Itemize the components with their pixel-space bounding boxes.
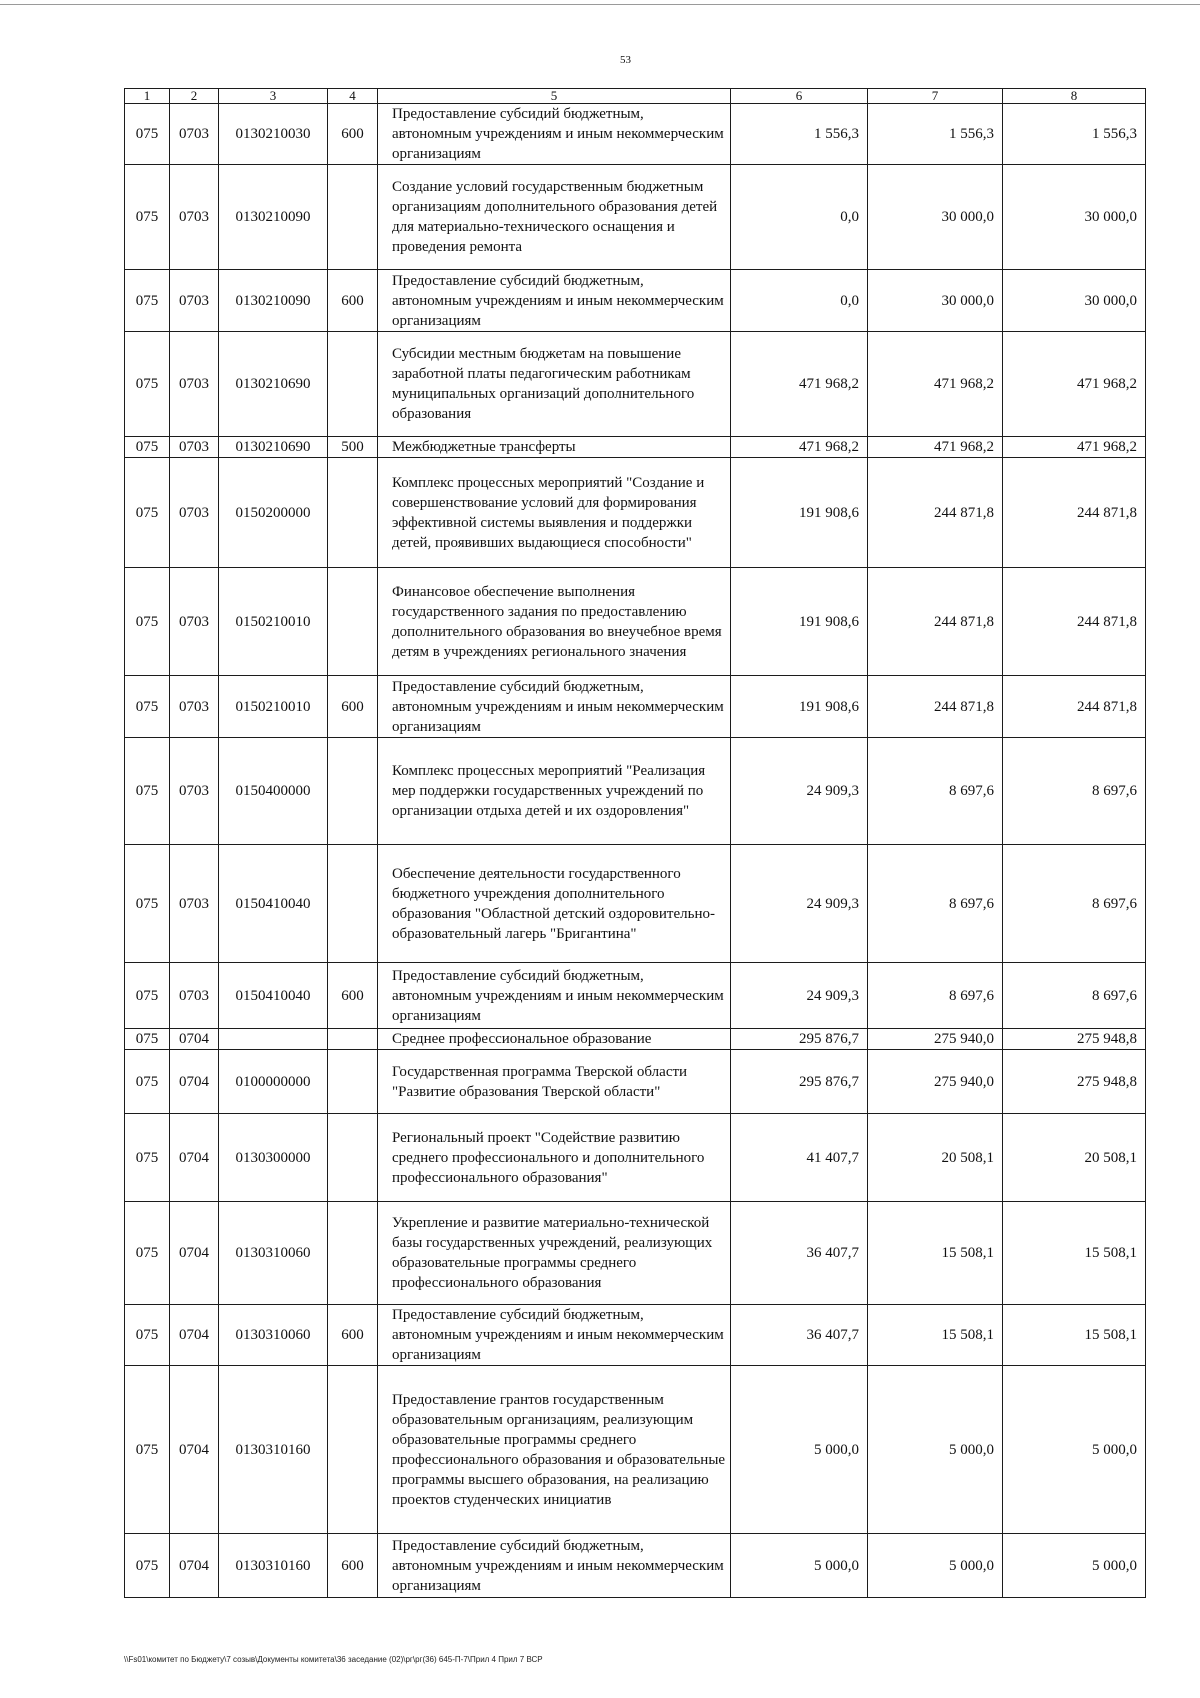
- table-row: [125, 270, 1146, 332]
- cell-expense-type: [328, 738, 378, 845]
- cell-amount-col6: 36 407,7: [731, 1202, 868, 1305]
- table-body: [125, 104, 1146, 1598]
- cell-section: 0703: [170, 332, 219, 437]
- cell-description: Предоставление субсидий бюджетным, автономным учреждениям и иным некоммерческим организациям: [378, 1534, 731, 1598]
- cell-expense-type: 600: [328, 676, 378, 738]
- cell-section: 0703: [170, 458, 219, 568]
- cell-section: 0703: [170, 270, 219, 332]
- cell-expense-type: [328, 1202, 378, 1305]
- cell-amount-col8: 471 968,2: [1003, 332, 1146, 437]
- cell-description: Предоставление субсидий бюджетным, автономным учреждениям и иным некоммерческим организациям: [378, 1305, 731, 1366]
- cell-target-article: 0150210010: [219, 568, 328, 676]
- cell-amount-col8: 275 948,8: [1003, 1050, 1146, 1114]
- cell-amount-col7: 5 000,0: [868, 1366, 1003, 1534]
- budget-table: [124, 88, 1146, 1598]
- cell-section: 0704: [170, 1029, 219, 1050]
- scan-top-edge: [0, 4, 1200, 5]
- cell-expense-type: [328, 165, 378, 270]
- cell-amount-col8: 8 697,6: [1003, 738, 1146, 845]
- cell-description: Государственная программа Тверской области "Развитие образования Тверской области": [378, 1050, 731, 1114]
- cell-target-article: 0130210090: [219, 270, 328, 332]
- table-row: [125, 1114, 1146, 1202]
- cell-amount-col6: 295 876,7: [731, 1050, 868, 1114]
- cell-amount-col6: 24 909,3: [731, 963, 868, 1029]
- table-row: [125, 104, 1146, 165]
- cell-amount-col6: 191 908,6: [731, 568, 868, 676]
- cell-section: 0703: [170, 963, 219, 1029]
- cell-amount-col7: 15 508,1: [868, 1202, 1003, 1305]
- cell-section: 0703: [170, 437, 219, 458]
- cell-amount-col8: 30 000,0: [1003, 165, 1146, 270]
- cell-amount-col8: 15 508,1: [1003, 1305, 1146, 1366]
- cell-amount-col6: 191 908,6: [731, 458, 868, 568]
- cell-expense-type: [328, 1029, 378, 1050]
- cell-description: Финансовое обеспечение выполнения государственного задания по предоставлению дополнительного образования во внеучебное время детям в учреждениях регионального значения: [378, 568, 731, 676]
- cell-target-article: 0130210690: [219, 437, 328, 458]
- cell-chapter: 075: [125, 1029, 170, 1050]
- cell-amount-col7: 275 940,0: [868, 1050, 1003, 1114]
- cell-section: 0703: [170, 738, 219, 845]
- cell-expense-type: 600: [328, 104, 378, 165]
- cell-amount-col7: 471 968,2: [868, 437, 1003, 458]
- cell-chapter: 075: [125, 458, 170, 568]
- cell-amount-col6: 0,0: [731, 270, 868, 332]
- cell-amount-col7: 8 697,6: [868, 738, 1003, 845]
- cell-chapter: 075: [125, 845, 170, 963]
- cell-description: Межбюджетные трансферты: [378, 437, 731, 458]
- table-row: [125, 1366, 1146, 1534]
- cell-target-article: 0150410040: [219, 963, 328, 1029]
- cell-amount-col7: 8 697,6: [868, 963, 1003, 1029]
- header-col-5: 5: [378, 89, 731, 104]
- table-row: [125, 568, 1146, 676]
- header-col-1: 1: [125, 89, 170, 104]
- cell-section: 0703: [170, 104, 219, 165]
- cell-section: 0704: [170, 1366, 219, 1534]
- cell-amount-col8: 275 948,8: [1003, 1029, 1146, 1050]
- table-row: [125, 1202, 1146, 1305]
- cell-amount-col6: 5 000,0: [731, 1534, 868, 1598]
- cell-amount-col6: 24 909,3: [731, 738, 868, 845]
- header-col-8: 8: [1003, 89, 1146, 104]
- cell-section: 0704: [170, 1202, 219, 1305]
- cell-description: Субсидии местным бюджетам на повышение заработной платы педагогическим работникам муниципальных организаций дополнительного образования: [378, 332, 731, 437]
- cell-chapter: 075: [125, 1114, 170, 1202]
- cell-section: 0704: [170, 1534, 219, 1598]
- cell-amount-col8: 8 697,6: [1003, 963, 1146, 1029]
- cell-chapter: 075: [125, 568, 170, 676]
- header-col-3: 3: [219, 89, 328, 104]
- cell-amount-col8: 471 968,2: [1003, 437, 1146, 458]
- cell-amount-col7: 471 968,2: [868, 332, 1003, 437]
- table-row: [125, 437, 1146, 458]
- cell-chapter: 075: [125, 104, 170, 165]
- cell-chapter: 075: [125, 1202, 170, 1305]
- cell-description: Комплекс процессных мероприятий "Реализация мер поддержки государственных учреждений по организации отдыха детей и их оздоровления": [378, 738, 731, 845]
- page-number: 53: [620, 54, 631, 66]
- cell-expense-type: 500: [328, 437, 378, 458]
- cell-amount-col7: 5 000,0: [868, 1534, 1003, 1598]
- table-row: [125, 332, 1146, 437]
- cell-section: 0703: [170, 845, 219, 963]
- cell-target-article: 0150210010: [219, 676, 328, 738]
- cell-target-article: 0130210690: [219, 332, 328, 437]
- cell-amount-col8: 1 556,3: [1003, 104, 1146, 165]
- cell-section: 0704: [170, 1305, 219, 1366]
- cell-description: Укрепление и развитие материально-технической базы государственных учреждений, реализующих образовательные программы среднего профессионального образования: [378, 1202, 731, 1305]
- cell-expense-type: [328, 845, 378, 963]
- cell-section: 0703: [170, 165, 219, 270]
- cell-expense-type: 600: [328, 963, 378, 1029]
- header-col-2: 2: [170, 89, 219, 104]
- table-row: [125, 845, 1146, 963]
- cell-section: 0704: [170, 1114, 219, 1202]
- cell-amount-col6: 471 968,2: [731, 332, 868, 437]
- table-row: [125, 1029, 1146, 1050]
- cell-chapter: 075: [125, 963, 170, 1029]
- cell-chapter: 075: [125, 1305, 170, 1366]
- table-row: [125, 1305, 1146, 1366]
- cell-amount-col7: 30 000,0: [868, 270, 1003, 332]
- cell-expense-type: [328, 1114, 378, 1202]
- cell-amount-col7: 244 871,8: [868, 676, 1003, 738]
- cell-section: 0703: [170, 676, 219, 738]
- cell-amount-col6: 191 908,6: [731, 676, 868, 738]
- cell-description: Среднее профессиональное образование: [378, 1029, 731, 1050]
- cell-expense-type: 600: [328, 1534, 378, 1598]
- header-col-6: 6: [731, 89, 868, 104]
- cell-description: Предоставление субсидий бюджетным, автономным учреждениям и иным некоммерческим организациям: [378, 270, 731, 332]
- cell-target-article: 0130210090: [219, 165, 328, 270]
- cell-description: Региональный проект "Содействие развитию среднего профессионального и дополнительного профессионального образования": [378, 1114, 731, 1202]
- cell-description: Предоставление грантов государственным образовательным организациям, реализующим образовательные программы среднего профессионального образования и образовательные программы высшего образования, на реализацию проектов студенческих инициатив: [378, 1366, 731, 1534]
- header-col-7: 7: [868, 89, 1003, 104]
- cell-amount-col6: 36 407,7: [731, 1305, 868, 1366]
- cell-expense-type: [328, 1366, 378, 1534]
- cell-amount-col7: 8 697,6: [868, 845, 1003, 963]
- cell-amount-col6: 471 968,2: [731, 437, 868, 458]
- cell-amount-col6: 0,0: [731, 165, 868, 270]
- cell-amount-col6: 24 909,3: [731, 845, 868, 963]
- cell-target-article: 0130300000: [219, 1114, 328, 1202]
- cell-target-article: 0150410040: [219, 845, 328, 963]
- header-col-4: 4: [328, 89, 378, 104]
- cell-amount-col7: 15 508,1: [868, 1305, 1003, 1366]
- cell-chapter: 075: [125, 437, 170, 458]
- cell-amount-col8: 30 000,0: [1003, 270, 1146, 332]
- cell-amount-col7: 30 000,0: [868, 165, 1003, 270]
- cell-amount-col7: 20 508,1: [868, 1114, 1003, 1202]
- table-row: [125, 1050, 1146, 1114]
- cell-amount-col6: 5 000,0: [731, 1366, 868, 1534]
- cell-target-article: 0150400000: [219, 738, 328, 845]
- cell-amount-col8: 8 697,6: [1003, 845, 1146, 963]
- cell-target-article: 0130310160: [219, 1534, 328, 1598]
- cell-amount-col8: 5 000,0: [1003, 1366, 1146, 1534]
- cell-description: Предоставление субсидий бюджетным, автономным учреждениям и иным некоммерческим организациям: [378, 676, 731, 738]
- cell-amount-col8: 244 871,8: [1003, 676, 1146, 738]
- cell-chapter: 075: [125, 1366, 170, 1534]
- cell-expense-type: 600: [328, 1305, 378, 1366]
- cell-amount-col6: 295 876,7: [731, 1029, 868, 1050]
- cell-description: Предоставление субсидий бюджетным, автономным учреждениям и иным некоммерческим организациям: [378, 104, 731, 165]
- cell-target-article: 0130310060: [219, 1202, 328, 1305]
- table-row: [125, 1534, 1146, 1598]
- cell-description: Предоставление субсидий бюджетным, автономным учреждениям и иным некоммерческим организациям: [378, 963, 731, 1029]
- cell-target-article: 0130310160: [219, 1366, 328, 1534]
- cell-amount-col7: 275 940,0: [868, 1029, 1003, 1050]
- cell-description: Создание условий государственным бюджетным организациям дополнительного образования детей для материально-технического оснащения и проведения ремонта: [378, 165, 731, 270]
- table-row: [125, 738, 1146, 845]
- cell-chapter: 075: [125, 270, 170, 332]
- cell-amount-col7: 1 556,3: [868, 104, 1003, 165]
- cell-chapter: 075: [125, 1534, 170, 1598]
- cell-expense-type: [328, 332, 378, 437]
- cell-section: 0703: [170, 568, 219, 676]
- cell-amount-col7: 244 871,8: [868, 458, 1003, 568]
- cell-expense-type: [328, 1050, 378, 1114]
- cell-amount-col8: 20 508,1: [1003, 1114, 1146, 1202]
- cell-chapter: 075: [125, 332, 170, 437]
- cell-target-article: 0150200000: [219, 458, 328, 568]
- cell-chapter: 075: [125, 738, 170, 845]
- table-row: [125, 963, 1146, 1029]
- cell-target-article: 0130310060: [219, 1305, 328, 1366]
- table-row: [125, 165, 1146, 270]
- cell-amount-col8: 5 000,0: [1003, 1534, 1146, 1598]
- table-row: [125, 676, 1146, 738]
- cell-section: 0704: [170, 1050, 219, 1114]
- cell-chapter: 075: [125, 676, 170, 738]
- cell-expense-type: [328, 568, 378, 676]
- cell-target-article: [219, 1029, 328, 1050]
- cell-amount-col8: 15 508,1: [1003, 1202, 1146, 1305]
- cell-target-article: 0130210030: [219, 104, 328, 165]
- table-row: [125, 458, 1146, 568]
- header-row: [125, 89, 1146, 104]
- cell-description: Обеспечение деятельности государственного бюджетного учреждения дополнительного образования "Областной детский оздоровительно-образовательный лагерь "Бригантина": [378, 845, 731, 963]
- cell-amount-col8: 244 871,8: [1003, 568, 1146, 676]
- cell-chapter: 075: [125, 165, 170, 270]
- cell-amount-col8: 244 871,8: [1003, 458, 1146, 568]
- cell-amount-col6: 1 556,3: [731, 104, 868, 165]
- footer-file-path: \\Fs01\комитет по Бюджету\7 созыв\Документы комитета\36 заседание (02)\рг\рг(36) 645-П-7\Прил 4 Прил 7 ВСР: [124, 1655, 543, 1664]
- cell-chapter: 075: [125, 1050, 170, 1114]
- cell-target-article: 0100000000: [219, 1050, 328, 1114]
- table-header: [125, 89, 1146, 104]
- cell-expense-type: 600: [328, 270, 378, 332]
- cell-description: Комплекс процессных мероприятий "Создание и совершенствование условий для формирования эффективной системы выявления и поддержки детей, проявивших выдающиеся способности": [378, 458, 731, 568]
- cell-amount-col7: 244 871,8: [868, 568, 1003, 676]
- cell-expense-type: [328, 458, 378, 568]
- cell-amount-col6: 41 407,7: [731, 1114, 868, 1202]
